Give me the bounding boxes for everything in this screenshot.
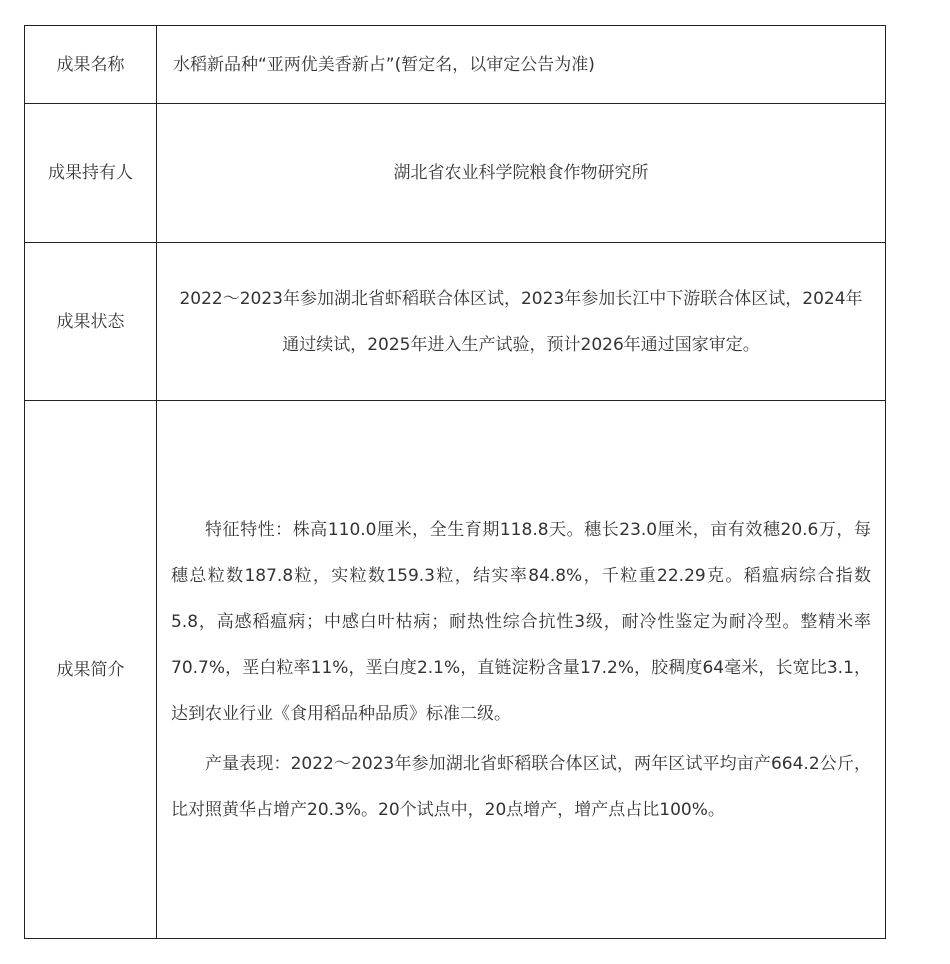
value-cell-name [157,26,886,104]
achievement-status: 2022～2023年参加湖北省虾稻联合体区试，2023年参加长江中下游联合体区试，2024年通过续试，2025年进入生产试验，预计2026年通过国家审定。 [179,288,863,355]
intro-paragraph-yield: 产量表现：2022～2023年参加湖北省虾稻联合体区试，两年区试平均亩产664.2公斤，比对照黄华占增产20.3%。20个试点中，20点增产，增产点占比100%。 [171,753,871,820]
label-intro: 成果简介 [56,659,125,680]
intro-paragraph-traits: 特征特性：株高110.0厘米，全生育期118.8天。穗长23.0厘米，亩有效穗20.6万，每穗总粒数187.8粒，实粒数159.3粒，结实率84.8%，千粒重22.29克。稻瘟病综合指数5.8，高感稻瘟病；中感白叶枯病；耐热性综合抗性3级，耐冷性鉴定为耐冷型。整精米率70.7%，垩白粒率11%，垩白度2.1%，直链淀粉含量17.2%，胶稠度64毫米，长宽比3.1，达到农业行业《食用稻品种品质》标准二级。 [171,519,871,724]
label-cell-status [25,243,157,401]
achievement-intro [157,507,885,833]
table-row-owner [25,104,886,243]
label-cell-intro [25,401,157,939]
result-info-table [24,25,886,939]
value-cell-status [157,243,886,401]
table-row-name [25,26,886,104]
value-cell-intro [157,401,886,939]
label-name: 成果名称 [56,54,125,75]
label-cell-name [25,26,157,104]
label-owner: 成果持有人 [48,163,133,183]
label-cell-owner [25,104,157,243]
label-status: 成果状态 [56,311,125,332]
value-cell-owner [157,104,886,243]
table-row-status [25,243,886,401]
achievement-owner: 湖北省农业科学院粮食作物研究所 [393,163,649,183]
achievement-name: 水稻新品种“亚两优美香新占”(暂定名，以审定公告为准) [173,54,595,75]
table-row-intro [25,401,886,939]
